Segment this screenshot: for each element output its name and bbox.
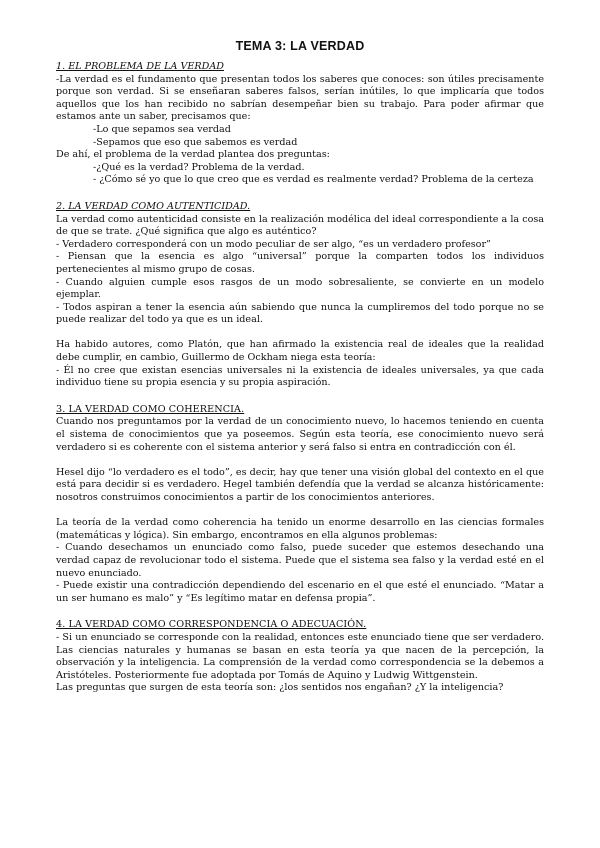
paragraph: -La verdad es el fundamento que presentan todos los saberes que conoces: son útiles precisamente porque son verdad. Si se enseñaran saberes falsos, serían inútiles, lo que implicaría que todos aquellos que los han recibido no sabrían desempeñar bien su trabajo. Para poder afirmar que estamos ante un saber, precisamos que: <box>56 73 544 123</box>
section-heading: 4. LA VERDAD COMO CORRESPONDENCIA O ADECUACIÓN. <box>56 619 367 631</box>
list-item: -¿Qué es la verdad? Problema de la verdad. <box>93 161 305 173</box>
paragraph: La verdad como autenticidad consiste en la realización modélica del ideal correspondiente a la cosa de que se trate. ¿Qué significa que algo es auténtico? <box>56 213 544 238</box>
paragraph: Hesel dijo “lo verdadero es el todo”, es decir, hay que tener una visión global del contexto en el que está para decidir si es verdadero. Hegel también defendía que la verdad se alcanza históricamente: nosotros construimos conocimientos a partir de los conocimientos anteriores. <box>56 466 544 503</box>
list-item: - Puede existir una contradicción dependiendo del escenario en el que esté el enunciado. “Matar a un ser humano es malo” y “Es legítimo matar en defensa propia”. <box>56 580 544 604</box>
paragraph: Ha habido autores, como Platón, que han afirmado la existencia real de ideales que la realidad debe cumplir, en cambio, Guillermo de Ockham niega esta teoría: <box>56 339 544 364</box>
paragraph: Las preguntas que surgen de esta teoría son: ¿los sentidos nos engañan? ¿Y la inteligencia? <box>56 682 504 694</box>
list-item: - Verdadero corresponderá con un modo peculiar de ser algo, “es un verdadero profesor” <box>56 238 491 250</box>
paragraph: Cuando nos preguntamos por la verdad de un conocimiento nuevo, lo hacemos teniendo en cuenta el sistema de conocimientos que ya poseemos. Según esta teoría, ese conocimiento nuevo será verdadero si es coherente con el sistema anterior y será falso si entra en contradicción con él. <box>56 416 544 453</box>
section-heading: 3. LA VERDAD COMO COHERENCIA. <box>56 403 245 415</box>
paragraph: La teoría de la verdad como coherencia ha tenido un enorme desarrollo en las ciencias formales (matemáticas y lógica). Sin embargo, encontramos en ella algunos problemas: <box>56 517 544 541</box>
spacer <box>56 505 544 518</box>
section-coherencia <box>56 404 544 606</box>
section-autenticidad <box>56 201 544 390</box>
list-item: -Sepamos que eso que sabemos es verdad <box>93 136 298 148</box>
list-item: - ¿Cómo sé yo que lo que creo que es verdad es realmente verdad? Problema de la certeza <box>93 174 534 186</box>
spacer <box>56 327 544 340</box>
paragraph: De ahí, el problema de la verdad plantea dos preguntas: <box>56 149 330 161</box>
paragraph: - Si un enunciado se corresponde con la realidad, entonces este enunciado tiene que ser verdadero. Las ciencias naturales y humanas se basan en esta teoría ya que nacen de la percepción, la observación y la inteligencia. La comprensión de la verdad como correspondencia se la debemos a Aristóteles. Posteriormente fue adoptada por Tomás de Aquino y Ludwig Wittgenstein. <box>56 631 544 681</box>
list-item: - Todos aspiran a tener la esencia aún sabiendo que nunca la cumpliremos del todo porque no se puede realizar del todo ya que es un ideal. <box>56 301 544 326</box>
list-item: - Él no cree que existan esencias universales ni la existencia de ideales universales, ya que cada individuo tiene su propia esencia y su propia aspiración. <box>56 364 544 389</box>
section-correspondencia <box>56 619 544 695</box>
list-item: - Piensan que la esencia es algo “universal” porque la comparten todos los individuos pertenecientes al mismo grupo de cosas. <box>56 251 544 275</box>
list-item: - Cuando desechamos un enunciado como falso, puede suceder que estemos desechando una verdad capaz de revolucionar todo el sistema. Puede que el sistema sea falso y la verdad esté en el nuevo enunciado. <box>56 542 544 579</box>
spacer <box>56 454 544 467</box>
list-item: - Cuando alguien cumple esos rasgos de un modo sobresaliente, se convierte en un modelo ejemplar. <box>56 276 544 301</box>
document-title: TEMA 3: LA VERDAD <box>235 39 365 53</box>
section-heading: 2. LA VERDAD COMO AUTENTICIDAD. <box>56 200 251 212</box>
section-heading: 1. EL PROBLEMA DE LA VERDAD <box>56 61 224 72</box>
section-problema-verdad <box>56 61 544 187</box>
list-item: -Lo que sepamos sea verdad <box>93 123 231 135</box>
